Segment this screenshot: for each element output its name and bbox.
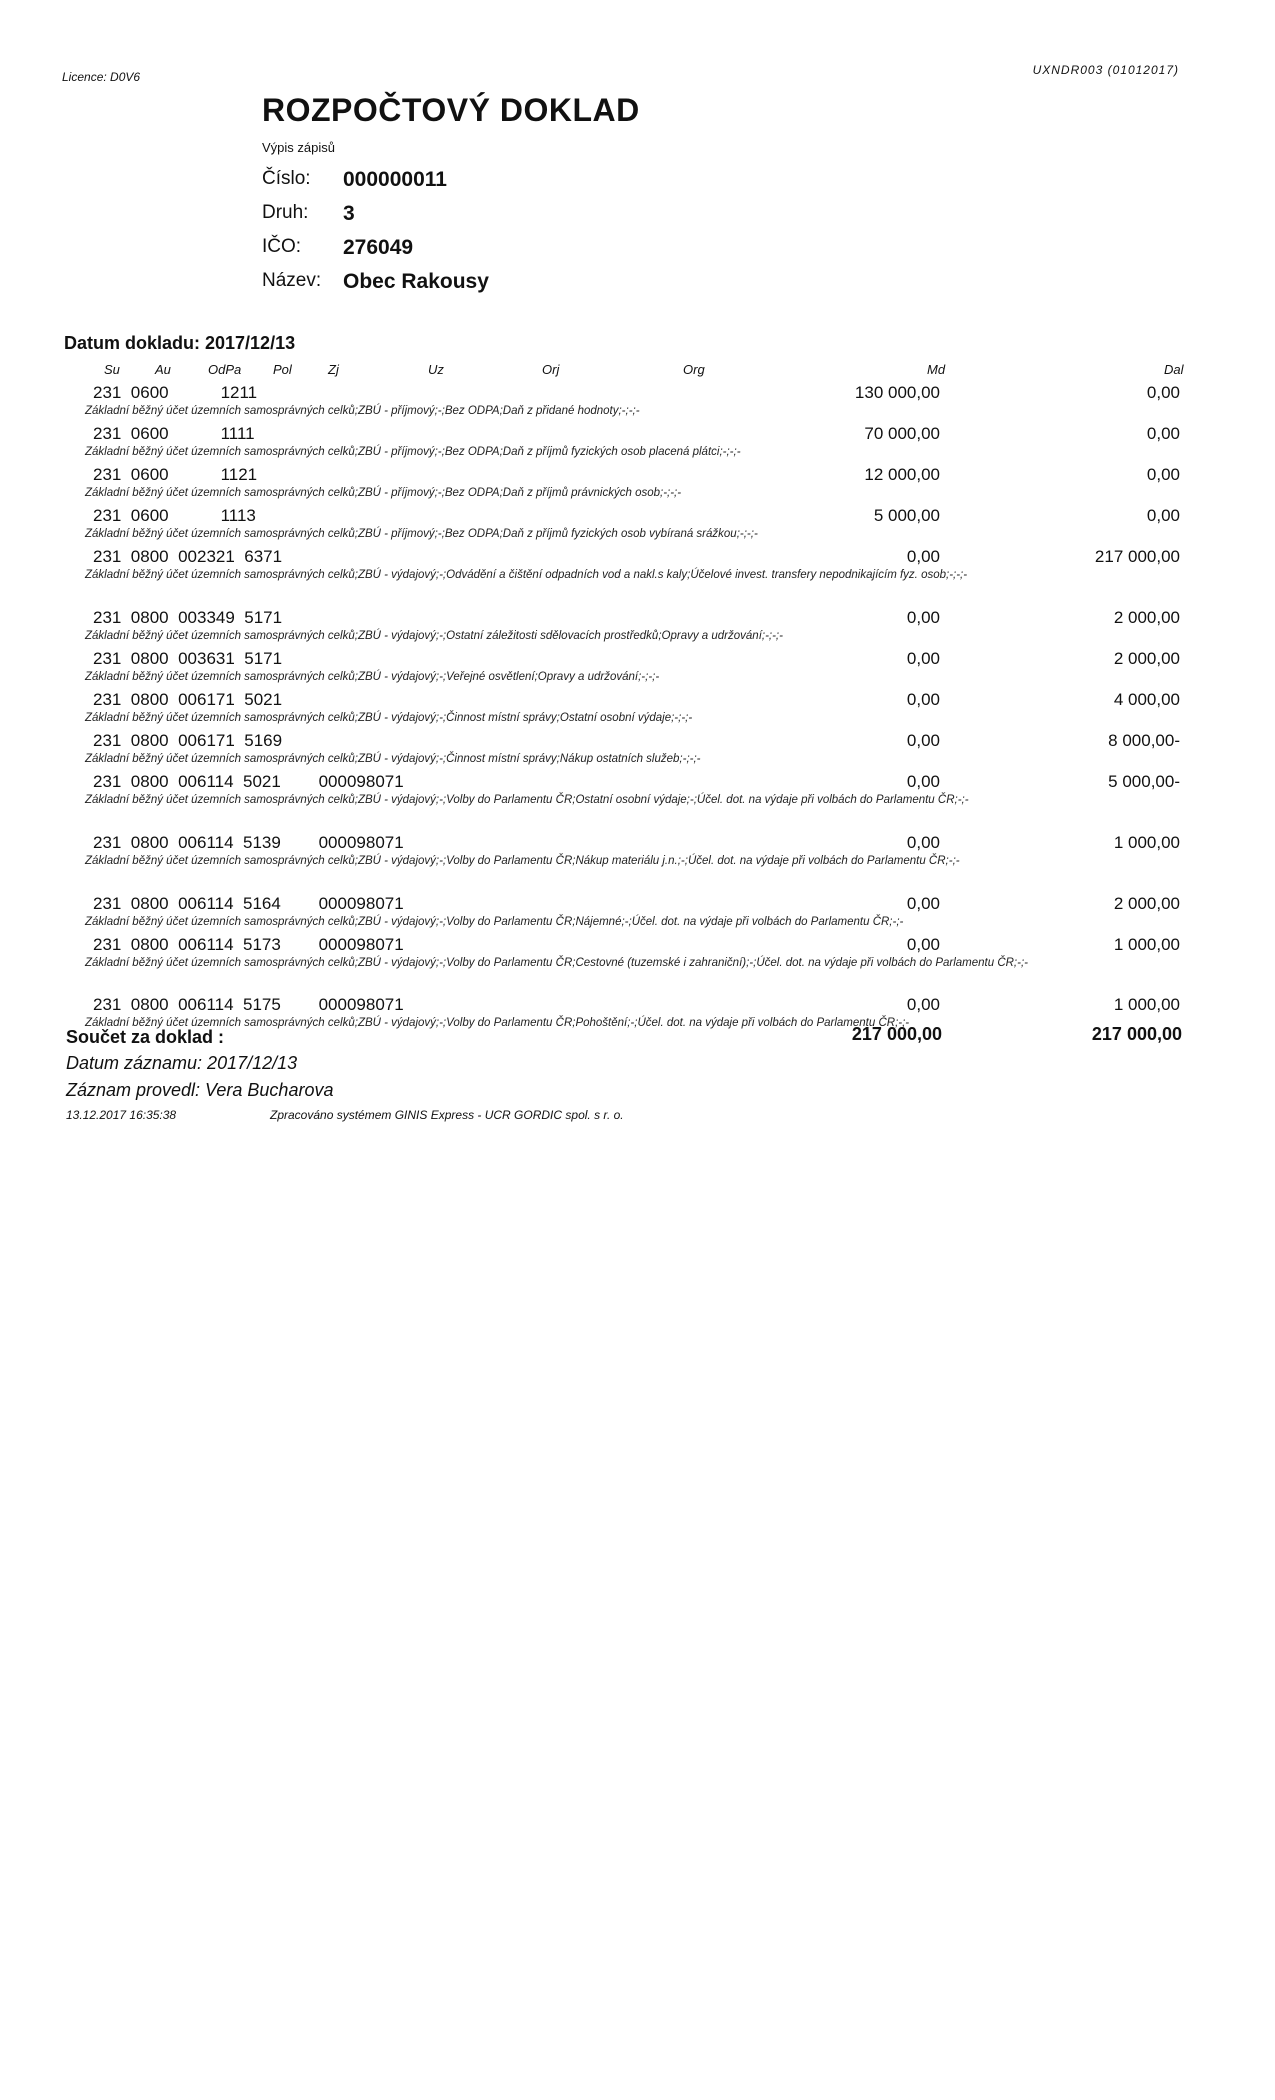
row-code: 231 0600 1111 bbox=[93, 424, 255, 443]
row-description: Základní běžný účet územních samosprávných celků;ZBÚ - příjmový;-;Bez ODPA;Daň z příjmů fyzických osob vybíraná srážkou;-;-;- bbox=[85, 528, 758, 540]
record-date: Datum záznamu: 2017/12/13 bbox=[66, 1053, 298, 1073]
col-header-orj: Orj bbox=[542, 362, 560, 377]
row-dal: 5 000,00- bbox=[1108, 772, 1180, 791]
sum-md: 217 000,00 bbox=[851, 1024, 942, 1044]
col-header-su: Su bbox=[104, 362, 120, 377]
row-description: Základní běžný účet územních samosprávných celků;ZBÚ - výdajový;-;Veřejné osvětlení;Opravy a udržování;-;-;- bbox=[85, 671, 660, 683]
row-description: Základní běžný účet územních samosprávných celků;ZBÚ - výdajový;-;Volby do Parlamentu ČR;Ostatní osobní výdaje;-;Účel. dot. na výdaje při volbách do Parlamentu ČR;-;- bbox=[85, 794, 969, 806]
row-code: 231 0800 006114 5139 000098071 bbox=[93, 833, 404, 852]
row-dal: 0,00 bbox=[1146, 506, 1180, 525]
row-code: 231 0800 002321 6371 bbox=[93, 547, 283, 566]
row-code: 231 0600 1113 bbox=[93, 506, 256, 525]
row-md: 0,00 bbox=[906, 833, 940, 852]
row-md: 0,00 bbox=[906, 649, 940, 668]
row-dal: 1 000,00 bbox=[1113, 935, 1180, 954]
row-description: Základní běžný účet územních samosprávných celků;ZBÚ - výdajový;-;Odvádění a čištění odpadních vod a nakl.s kaly;Účelové invest. transfery nepodnikajícím fyz. osob;-;-;- bbox=[85, 569, 968, 581]
row-dal: 2 000,00 bbox=[1113, 649, 1180, 668]
field-value-druh: 3 bbox=[343, 202, 355, 225]
row-dal: 2 000,00 bbox=[1113, 608, 1180, 627]
row-description: Základní běžný účet územních samosprávných celků;ZBÚ - příjmový;-;Bez ODPA;Daň z příjmů právnických osob;-;-;- bbox=[85, 487, 682, 499]
row-md: 12 000,00 bbox=[864, 465, 940, 484]
col-header-zj: Zj bbox=[328, 362, 339, 377]
field-label-druh: Druh: bbox=[262, 202, 309, 223]
row-description: Základní běžný účet územních samosprávných celků;ZBÚ - výdajový;-;Volby do Parlamentu ČR;Pohoštění;-;Účel. dot. na výdaje při volbách do Parlamentu ČR;-;- bbox=[85, 1017, 910, 1029]
row-md: 0,00 bbox=[906, 690, 940, 709]
row-description: Základní běžný účet územních samosprávných celků;ZBÚ - výdajový;-;Volby do Parlamentu ČR;Cestovné (tuzemské i zahraniční);-;Účel. dot. na výdaje při volbách do Parlamentu ČR;-;- bbox=[85, 957, 1028, 969]
document-title: ROZPOČTOVÝ DOKLAD bbox=[262, 92, 640, 128]
row-dal: 217 000,00 bbox=[1094, 547, 1180, 566]
field-label-ico: IČO: bbox=[262, 236, 302, 257]
row-dal: 0,00 bbox=[1146, 383, 1180, 402]
row-code: 231 0800 006171 5021 bbox=[93, 690, 283, 709]
col-header-au: Au bbox=[155, 362, 171, 377]
row-description: Základní běžný účet územních samosprávných celků;ZBÚ - příjmový;-;Bez ODPA;Daň z příjmů fyzických osob placená plátci;-;-;- bbox=[85, 446, 741, 458]
row-md: 0,00 bbox=[906, 547, 940, 566]
row-description: Základní běžný účet územních samosprávných celků;ZBÚ - výdajový;-;Volby do Parlamentu ČR;Nájemné;-;Účel. dot. na výdaje při volbách do Parlamentu ČR;-;- bbox=[85, 916, 904, 928]
row-dal: 0,00 bbox=[1146, 465, 1180, 484]
field-value-ico: 276049 bbox=[343, 236, 414, 259]
row-description: Základní běžný účet územních samosprávných celků;ZBÚ - výdajový;-;Činnost místní správy;Nákup ostatních služeb;-;-;- bbox=[85, 753, 701, 765]
col-header-pol: Pol bbox=[273, 362, 292, 377]
field-label-nazev: Název: bbox=[262, 270, 322, 291]
col-header-md: Md bbox=[927, 362, 946, 377]
row-dal: 1 000,00 bbox=[1113, 833, 1180, 852]
system-note: Zpracováno systémem GINIS Express - UCR GORDIC spol. s r. o. bbox=[270, 1108, 624, 1122]
row-dal: 4 000,00 bbox=[1113, 690, 1180, 709]
row-code: 231 0800 003349 5171 bbox=[93, 608, 283, 627]
row-dal: 1 000,00 bbox=[1113, 995, 1180, 1014]
col-header-uz: Uz bbox=[428, 362, 444, 377]
row-code: 231 0800 006114 5164 000098071 bbox=[93, 894, 404, 913]
row-md: 5 000,00 bbox=[873, 506, 940, 525]
row-md: 0,00 bbox=[906, 894, 940, 913]
row-dal: 2 000,00 bbox=[1113, 894, 1180, 913]
row-code: 231 0600 1121 bbox=[93, 465, 258, 484]
row-code: 231 0600 1211 bbox=[93, 383, 258, 402]
field-label-cislo: Číslo: bbox=[262, 168, 311, 189]
col-header-dal: Dal bbox=[1164, 362, 1184, 377]
row-code: 231 0800 006114 5173 000098071 bbox=[93, 935, 404, 954]
row-md: 0,00 bbox=[906, 995, 940, 1014]
field-value-cislo: 000000011 bbox=[343, 168, 447, 191]
row-code: 231 0800 006114 5175 000098071 bbox=[93, 995, 404, 1014]
row-md: 0,00 bbox=[906, 608, 940, 627]
row-description: Základní běžný účet územních samosprávných celků;ZBÚ - výdajový;-;Volby do Parlamentu ČR;Nákup materiálu j.n.;-;Účel. dot. na výdaje při volbách do Parlamentu ČR;-;- bbox=[85, 855, 960, 867]
field-value-nazev: Obec Rakousy bbox=[343, 270, 489, 293]
row-md: 70 000,00 bbox=[864, 424, 940, 443]
sum-dal: 217 000,00 bbox=[1091, 1024, 1182, 1044]
row-description: Základní běžný účet územních samosprávných celků;ZBÚ - výdajový;-;Ostatní záležitosti sdělovacích prostředků;Opravy a udržování;-;-;- bbox=[85, 630, 783, 642]
row-md: 0,00 bbox=[906, 731, 940, 750]
row-code: 231 0800 006114 5021 000098071 bbox=[93, 772, 404, 791]
row-code: 231 0800 003631 5171 bbox=[93, 649, 283, 668]
document-date: Datum dokladu: 2017/12/13 bbox=[64, 333, 296, 353]
col-header-odpa: OdPa bbox=[208, 362, 242, 377]
document-subtitle: Výpis zápisů bbox=[262, 140, 335, 155]
row-md: 0,00 bbox=[906, 772, 940, 791]
row-dal: 8 000,00- bbox=[1108, 731, 1180, 750]
row-md: 0,00 bbox=[906, 935, 940, 954]
row-dal: 0,00 bbox=[1146, 424, 1180, 443]
row-md: 130 000,00 bbox=[854, 383, 940, 402]
row-description: Základní běžný účet územních samosprávných celků;ZBÚ - výdajový;-;Činnost místní správy;Ostatní osobní výdaje;-;-;- bbox=[85, 712, 693, 724]
print-timestamp: 13.12.2017 16:35:38 bbox=[66, 1108, 177, 1122]
col-header-org: Org bbox=[683, 362, 705, 377]
recorded-by: Záznam provedl: Vera Bucharova bbox=[66, 1080, 334, 1100]
row-description: Základní běžný účet územních samosprávných celků;ZBÚ - příjmový;-;Bez ODPA;Daň z přidané hodnoty;-;-;- bbox=[85, 405, 640, 417]
sum-label: Součet za doklad : bbox=[66, 1027, 225, 1047]
form-code: UXNDR003 (01012017) bbox=[1032, 63, 1179, 77]
licence-label: Licence: D0V6 bbox=[62, 70, 141, 84]
row-code: 231 0800 006171 5169 bbox=[93, 731, 283, 750]
